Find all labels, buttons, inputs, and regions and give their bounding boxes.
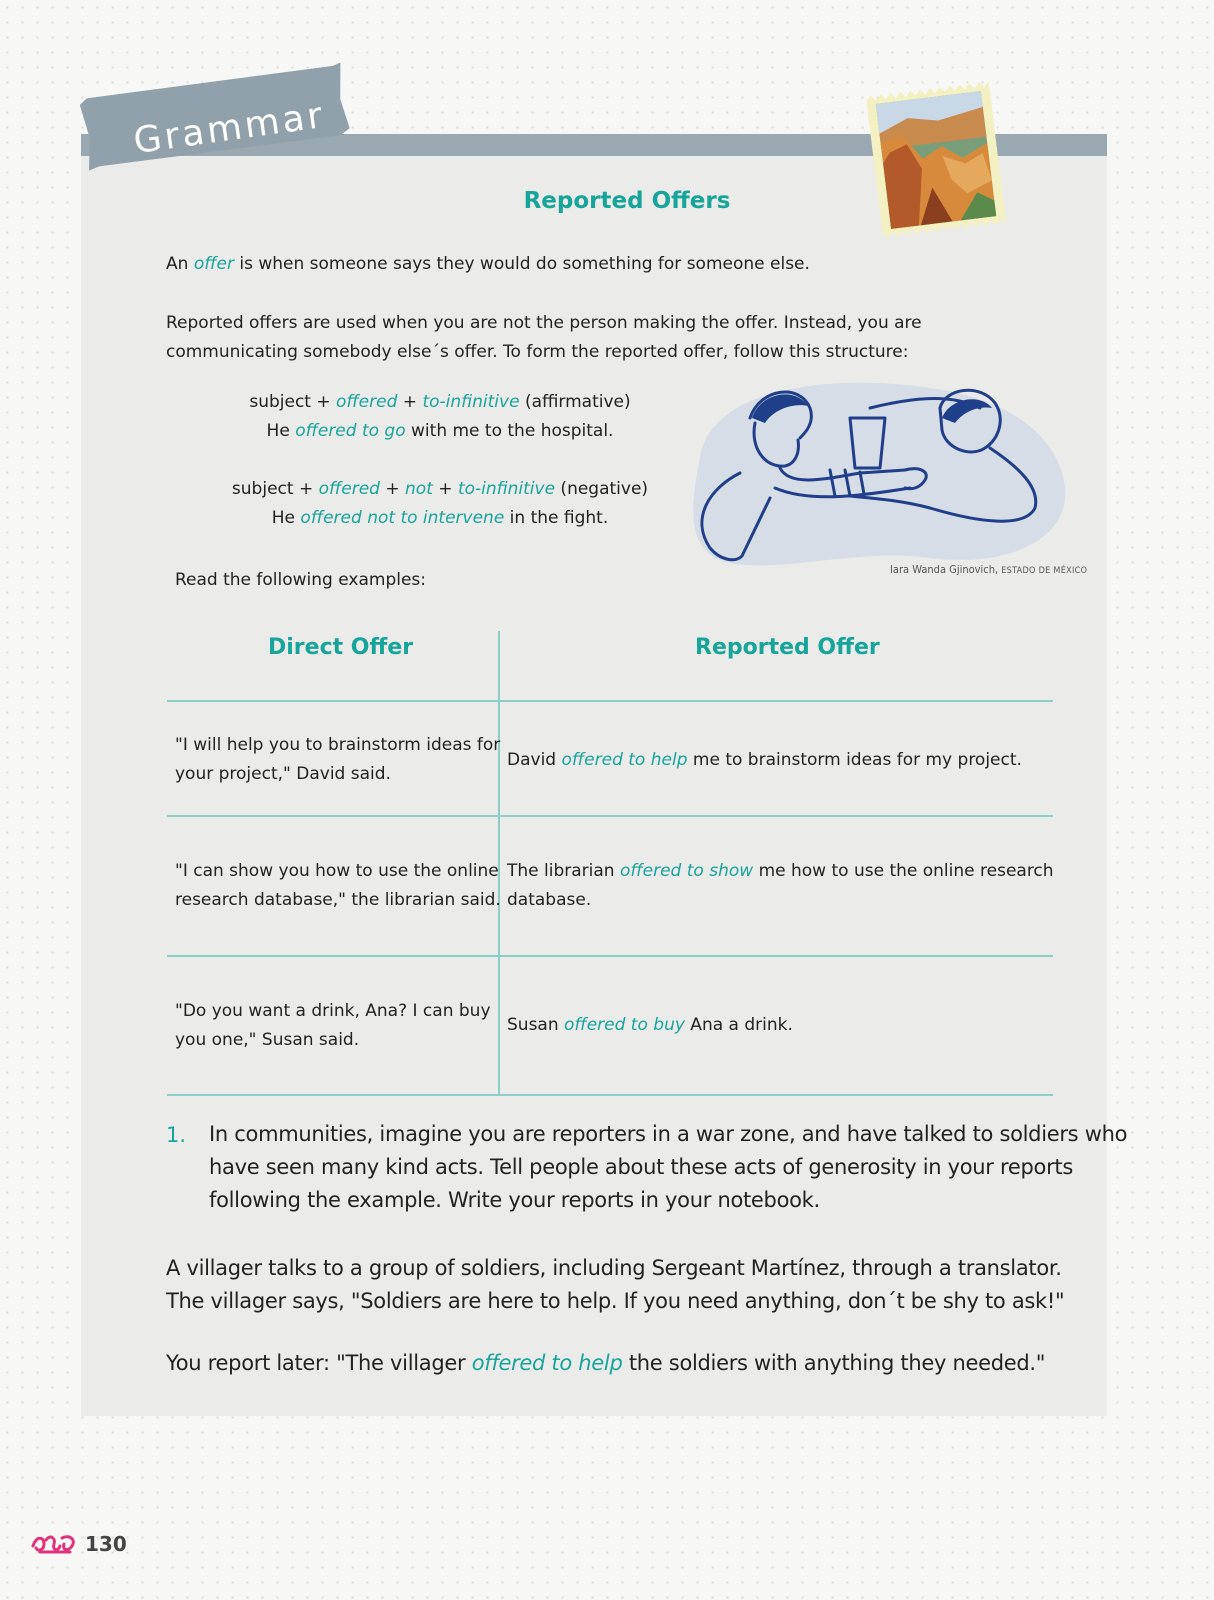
intro-paragraph: Reported offers are used when you are not the person making the offer. Instead, you are communicating somebody else´s offer. To form the reported offer, follow this structure:: [166, 313, 922, 362]
direct-offer-cell: "Do you want a drink, Ana? I can buy you one," Susan said.: [175, 1001, 491, 1050]
example-report: You report later: "The villager offered to help the soldiers with anything they needed.": [166, 1351, 1046, 1375]
table-rule: [167, 1094, 1053, 1096]
direct-offer-cell: "I can show you how to use the online research database," the librarian said.: [175, 861, 501, 910]
negative-structure: subject + offered + not + to-infinitive (negative) He offered not to intervene in the fight.: [231, 479, 649, 528]
reported-offer-cell: The librarian offered to show me how to use the online research database.: [507, 861, 1054, 910]
table-rule: [167, 955, 1053, 957]
term-offer: offer: [193, 254, 234, 274]
table-rule: [167, 815, 1053, 817]
section-label: Grammar: [131, 94, 328, 163]
reported-offer-cell: David offered to help me to brainstorm ideas for my project.: [507, 750, 1022, 770]
col-header-reported: Reported Offer: [695, 635, 880, 660]
illustration-credit: Iara Wanda Gjinovich, ESTADO DE MÉXICO: [890, 563, 1088, 576]
col-header-direct: Direct Offer: [268, 635, 414, 660]
offer-illustration: [680, 378, 1070, 578]
activity-instructions: In communities, imagine you are reporters in a war zone, and have talked to soldiers who have seen many kind acts. Tell people about these acts of generosity in your reports following the example. Write your reports in your notebook.: [209, 1122, 1128, 1212]
activity-number: 1.: [166, 1123, 187, 1147]
example-scenario: A villager talks to a group of soldiers, including Sergeant Martínez, through a translator. The villager says, "Soldiers are here to help. If you need anything, don´t be shy to ask!": [166, 1256, 1065, 1313]
direct-offer-cell: "I will help you to brainstorm ideas for your project," David said.: [175, 735, 501, 784]
publisher-logo-icon: [30, 1530, 78, 1560]
landscape-stamp-image: [866, 81, 1007, 239]
intro-line: An offer is when someone says they would do something for someone else.: [166, 254, 810, 274]
examples-intro: Read the following examples:: [175, 570, 427, 590]
affirmative-structure: subject + offered + to-infinitive (affirmative) He offered to go with me to the hospital.: [249, 392, 631, 441]
table-rule: [167, 700, 1053, 702]
page-number: 130: [85, 1532, 127, 1556]
page-title: Reported Offers: [523, 188, 731, 214]
reported-offer-cell: Susan offered to buy Ana a drink.: [507, 1015, 793, 1035]
